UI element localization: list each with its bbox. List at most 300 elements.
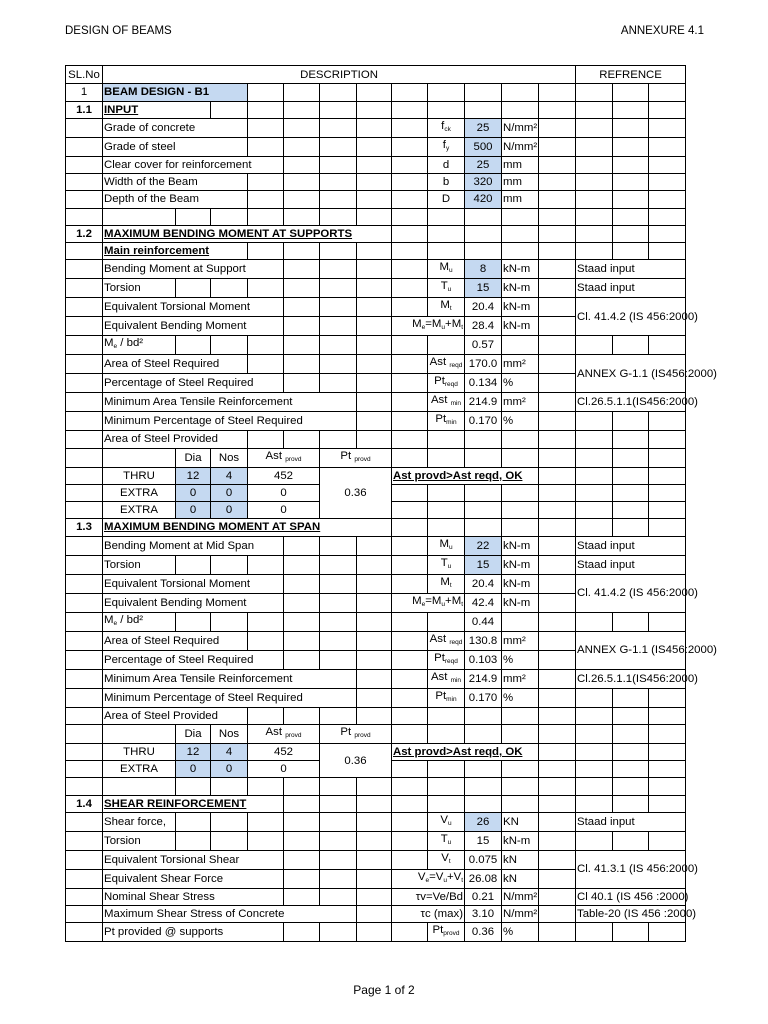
- table-cell: [465, 484, 502, 501]
- table-cell: [66, 243, 103, 260]
- symbol: [428, 260, 465, 279]
- table-cell: [248, 101, 284, 118]
- table-row: [66, 84, 686, 101]
- table-cell: [576, 761, 613, 778]
- table-cell: [211, 778, 248, 795]
- table-cell: [211, 279, 248, 298]
- symbol-text: Pt: [434, 375, 445, 388]
- table-cell: [320, 831, 357, 850]
- value: 28.4: [465, 317, 502, 336]
- table-cell: [211, 336, 248, 355]
- table-cell: [576, 137, 613, 156]
- table-cell: [66, 374, 103, 393]
- symbol: [428, 650, 465, 669]
- table-cell: [576, 208, 613, 225]
- table-row: [66, 298, 686, 317]
- subscript-text: reqd: [449, 638, 463, 646]
- table-cell: [320, 156, 357, 173]
- table-row: [66, 795, 686, 812]
- table-cell: [613, 84, 649, 101]
- table-cell: [320, 555, 357, 574]
- table-cell: [613, 118, 649, 137]
- table-cell: [66, 593, 103, 612]
- reference-note: ANNEX G-1.1 (IS456:2000): [576, 631, 686, 669]
- value: 500: [465, 137, 502, 156]
- table-cell: [248, 174, 284, 191]
- symbol-text: Ast: [265, 449, 283, 462]
- row-label: Percentage of Steel Required: [103, 374, 284, 393]
- bar-label: EXTRA: [103, 761, 176, 778]
- symbol-text: Pt: [340, 725, 352, 738]
- table-cell: [284, 536, 320, 555]
- section-number: 1.1: [66, 101, 103, 118]
- value: 214.9: [465, 669, 502, 688]
- symbol: [428, 831, 465, 850]
- table-cell: [613, 208, 649, 225]
- table-cell: [357, 174, 392, 191]
- table-cell: [320, 707, 357, 724]
- unit: %: [502, 412, 539, 431]
- table-cell: [502, 225, 539, 242]
- table-cell: [649, 101, 686, 118]
- unit: kN-m: [502, 260, 539, 279]
- table-cell: [502, 208, 539, 225]
- symbol: [428, 923, 465, 942]
- table-cell: [649, 174, 686, 191]
- symbol: [428, 688, 465, 707]
- table-cell: [465, 101, 502, 118]
- table-header-row: [66, 66, 686, 84]
- table-row: [66, 688, 686, 707]
- bar-nos: 0: [211, 502, 248, 519]
- reference-note: Cl. 41.4.2 (IS 456:2000): [576, 574, 686, 612]
- subscript-text: u: [448, 267, 453, 275]
- table-cell: [320, 84, 357, 101]
- table-cell: [576, 84, 613, 101]
- slno-header: SL.No: [66, 66, 103, 84]
- symbol-text: +M: [445, 318, 462, 331]
- symbol-text: Ast: [429, 632, 447, 645]
- reference-note: Staad input: [576, 812, 686, 831]
- symbol-text: Ast: [430, 394, 448, 407]
- table-cell: [392, 156, 428, 173]
- bar-nos: 0: [211, 484, 248, 501]
- section-number: 1.3: [66, 519, 103, 536]
- table-row: [66, 191, 686, 208]
- subscript-text: ck: [444, 125, 451, 133]
- table-row: [66, 243, 686, 260]
- section-number: 1.4: [66, 795, 103, 812]
- row-label: Grade of steel: [103, 137, 248, 156]
- value: 26.08: [465, 869, 502, 888]
- table-cell: [320, 118, 357, 137]
- table-cell: [284, 923, 320, 942]
- table-cell: [649, 707, 686, 724]
- table-cell: [66, 850, 103, 869]
- symbol-text: f: [442, 138, 446, 151]
- table-cell: [66, 448, 103, 467]
- table-cell: [539, 850, 576, 869]
- symbol-text: Pt: [340, 449, 352, 462]
- table-cell: [176, 555, 211, 574]
- unit: kN-m: [502, 555, 539, 574]
- table-cell: [392, 225, 428, 242]
- table-cell: [649, 208, 686, 225]
- value: 320: [465, 174, 502, 191]
- table-cell: [649, 225, 686, 242]
- table-cell: [392, 118, 428, 137]
- row-label: Torsion: [103, 279, 176, 298]
- table-cell: [539, 519, 576, 536]
- table-cell: [357, 631, 392, 650]
- unit: kN-m: [502, 831, 539, 850]
- table-cell: [539, 724, 576, 743]
- symbol: [428, 279, 465, 298]
- table-row: [66, 519, 686, 536]
- table-row: [66, 778, 686, 795]
- table-cell: [357, 812, 392, 831]
- symbol-text: Ast: [430, 670, 448, 683]
- table-row: [66, 467, 686, 484]
- table-cell: [284, 831, 320, 850]
- table-cell: [649, 519, 686, 536]
- subscript-text: y: [445, 144, 450, 152]
- table-cell: [392, 669, 428, 688]
- table-cell: [176, 208, 211, 225]
- table-cell: [649, 923, 686, 942]
- table-cell: [66, 650, 103, 669]
- table-cell: [539, 412, 576, 431]
- table-cell: [392, 688, 428, 707]
- table-cell: [320, 317, 357, 336]
- table-cell: [392, 707, 428, 724]
- table-cell: [66, 812, 103, 831]
- unit: KN: [502, 812, 539, 831]
- table-cell: [392, 448, 428, 467]
- bar-ast: 0: [248, 502, 320, 519]
- table-cell: [357, 137, 392, 156]
- table-cell: [465, 243, 502, 260]
- section-title: SHEAR REINFORCEMENT: [103, 795, 284, 812]
- beam-design-table: [65, 65, 717, 942]
- table-cell: [428, 84, 465, 101]
- table-cell: [357, 191, 392, 208]
- table-cell: [613, 831, 649, 850]
- reference-note: Staad input: [576, 279, 686, 298]
- unit: %: [502, 688, 539, 707]
- pt-provided-header: [320, 448, 392, 467]
- table-cell: [465, 431, 502, 448]
- table-cell: [392, 574, 428, 593]
- page-number: Page 1 of 2: [353, 983, 415, 997]
- table-cell: [392, 778, 428, 795]
- subscript-text: e: [113, 619, 118, 627]
- table-cell: [613, 191, 649, 208]
- table-cell: [320, 355, 357, 374]
- subscript-text: t: [461, 324, 463, 332]
- symbol-text: Pt: [432, 924, 444, 937]
- symbol: d: [428, 156, 465, 173]
- table-row: [66, 850, 686, 869]
- row-label: Minimum Percentage of Steel Required: [103, 412, 357, 431]
- symbol: [428, 812, 465, 831]
- table-cell: [284, 650, 320, 669]
- row-label: [103, 612, 176, 631]
- table-cell: [649, 431, 686, 448]
- table-cell: [392, 761, 428, 778]
- unit: kN-m: [502, 298, 539, 317]
- table-cell: [539, 243, 576, 260]
- subscript-text: reqd: [444, 381, 458, 389]
- table-cell: [392, 923, 428, 942]
- table-cell: [539, 84, 576, 101]
- table-cell: [392, 412, 428, 431]
- table-cell: [539, 174, 576, 191]
- table-row: [66, 118, 686, 137]
- table-cell: [66, 484, 103, 501]
- symbol: [392, 869, 465, 888]
- table-cell: [539, 225, 576, 242]
- bar-ast: 0: [248, 484, 320, 501]
- table-cell: [576, 743, 613, 760]
- table-cell: [392, 260, 428, 279]
- table-cell: [613, 336, 649, 355]
- table-cell: [357, 574, 392, 593]
- unit: kN-m: [502, 536, 539, 555]
- symbol: [428, 374, 465, 393]
- table-cell: [649, 118, 686, 137]
- row-label: Shear force,: [103, 812, 176, 831]
- table-cell: [649, 612, 686, 631]
- table-cell: [320, 137, 357, 156]
- pt-provided-value: 0.36: [320, 467, 392, 519]
- table-cell: [357, 84, 392, 101]
- subscript-text: provd: [285, 731, 302, 739]
- table-cell: [357, 156, 392, 173]
- table-cell: [248, 831, 284, 850]
- unit: mm²: [502, 669, 539, 688]
- table-cell: [248, 355, 284, 374]
- table-cell: [357, 669, 392, 688]
- table-cell: [613, 484, 649, 501]
- section-title: INPUT: [103, 101, 211, 118]
- table-cell: [613, 612, 649, 631]
- table-cell: [66, 191, 103, 208]
- table-cell: [649, 484, 686, 501]
- table-cell: [539, 336, 576, 355]
- subscript-text: u: [447, 562, 452, 570]
- table-cell: [66, 612, 103, 631]
- table-cell: [502, 336, 539, 355]
- table-cell: [613, 761, 649, 778]
- table-cell: [66, 761, 103, 778]
- annexure-label: ANNEXURE 4.1: [620, 25, 704, 37]
- bar-ast: 452: [248, 743, 320, 760]
- row-label: Pt provided @ supports: [103, 923, 284, 942]
- table-cell: [320, 260, 357, 279]
- table-cell: [576, 484, 613, 501]
- bar-dia: 12: [176, 467, 211, 484]
- table-cell: [320, 279, 357, 298]
- bar-dia: 0: [176, 484, 211, 501]
- table-cell: [613, 519, 649, 536]
- table-cell: [320, 812, 357, 831]
- table-cell: [284, 84, 320, 101]
- table-cell: [539, 137, 576, 156]
- table-cell: [539, 502, 576, 519]
- table-cell: [428, 225, 465, 242]
- table-cell: [613, 923, 649, 942]
- table-cell: [428, 519, 465, 536]
- table-cell: [66, 467, 103, 484]
- table-cell: [428, 724, 465, 743]
- table-cell: [465, 208, 502, 225]
- row-label: [103, 336, 176, 355]
- table-cell: [539, 374, 576, 393]
- row-label: Maximum Shear Stress of Concrete: [103, 906, 357, 923]
- table-cell: [392, 650, 428, 669]
- table-row: [66, 707, 686, 724]
- pt-provided-header: [320, 724, 392, 743]
- table-cell: [539, 208, 576, 225]
- symbol-text: T: [440, 832, 448, 845]
- table-cell: [465, 448, 502, 467]
- table-cell: [66, 707, 103, 724]
- table-cell: [66, 778, 103, 795]
- table-cell: [576, 707, 613, 724]
- subscript-text: t: [461, 876, 463, 884]
- table-cell: [211, 208, 248, 225]
- table-cell: [539, 906, 576, 923]
- table-cell: [66, 336, 103, 355]
- table-cell: [248, 612, 284, 631]
- table-row: [66, 631, 686, 650]
- symbol-text: T: [440, 556, 448, 569]
- bar-nos: 4: [211, 467, 248, 484]
- unit: mm: [502, 191, 539, 208]
- table-cell: [576, 191, 613, 208]
- table-cell: [465, 778, 502, 795]
- symbol-text: Ast: [429, 356, 447, 369]
- table-cell: [539, 888, 576, 905]
- table-cell: [649, 502, 686, 519]
- table-cell: [392, 393, 428, 412]
- table-cell: [211, 555, 248, 574]
- table-cell: [539, 812, 576, 831]
- table-cell: [357, 650, 392, 669]
- symbol: D: [428, 191, 465, 208]
- subscript-text: provd: [354, 455, 371, 463]
- symbol-text: / bd²: [117, 337, 144, 350]
- table-cell: [428, 336, 465, 355]
- row-label: Width of the Beam: [103, 174, 248, 191]
- table-cell: [539, 869, 576, 888]
- table-cell: [357, 536, 392, 555]
- table-cell: [392, 84, 428, 101]
- table-cell: [502, 707, 539, 724]
- subscript-text: t: [461, 600, 463, 608]
- value: 0.21: [465, 888, 502, 905]
- table-cell: [392, 298, 428, 317]
- table-cell: [320, 795, 357, 812]
- table-cell: [465, 519, 502, 536]
- value: 0.36: [465, 923, 502, 942]
- row-label: Minimum Area Tensile Reinforcement: [103, 669, 357, 688]
- table-cell: [428, 431, 465, 448]
- table-cell: [248, 778, 284, 795]
- table-cell: [284, 336, 320, 355]
- table-cell: [576, 174, 613, 191]
- symbol: [428, 669, 465, 688]
- symbol: [428, 355, 465, 374]
- reference-note: Cl 40.1 (IS 456 :2000): [576, 888, 686, 905]
- unit: %: [502, 650, 539, 669]
- table-cell: [284, 355, 320, 374]
- value: 22: [465, 536, 502, 555]
- table-cell: [539, 688, 576, 707]
- table-row: [66, 536, 686, 555]
- table-cell: [539, 631, 576, 650]
- table-cell: [176, 612, 211, 631]
- table-cell: [576, 831, 613, 850]
- table-cell: [428, 243, 465, 260]
- table-cell: [357, 707, 392, 724]
- symbol: [428, 574, 465, 593]
- table-cell: [357, 279, 392, 298]
- symbol: [428, 393, 465, 412]
- table-cell: [465, 84, 502, 101]
- table-cell: [649, 137, 686, 156]
- symbol-text: Pt: [435, 689, 447, 702]
- table-cell: [613, 243, 649, 260]
- reference-header: REFRENCE: [576, 66, 686, 84]
- table-cell: [320, 298, 357, 317]
- table-cell: [66, 574, 103, 593]
- table-cell: [211, 831, 248, 850]
- table-cell: [502, 612, 539, 631]
- symbol-text: Pt: [435, 413, 447, 426]
- value: 0.57: [465, 336, 502, 355]
- symbol-text: T: [440, 280, 448, 293]
- section-title: MAXIMUM BENDING MOMENT AT SPAN: [103, 519, 392, 536]
- table-cell: [357, 374, 392, 393]
- table-cell: [357, 412, 392, 431]
- table-cell: [428, 612, 465, 631]
- table-cell: [539, 761, 576, 778]
- table-cell: [539, 484, 576, 501]
- table-cell: [284, 208, 320, 225]
- subscript-text: min: [446, 695, 457, 703]
- value: 15: [465, 831, 502, 850]
- table-cell: [66, 279, 103, 298]
- reference-note: ANNEX G-1.1 (IS456:2000): [576, 355, 686, 393]
- reference-note: Staad input: [576, 555, 686, 574]
- table-cell: [539, 707, 576, 724]
- table-cell: [284, 260, 320, 279]
- dia-header: Dia: [176, 448, 211, 467]
- check-status: Ast provd>Ast reqd, OK: [392, 467, 539, 484]
- table-cell: [392, 484, 428, 501]
- unit: N/mm²: [502, 906, 539, 923]
- symbol: τv=Ve/Bd: [392, 888, 465, 905]
- table-cell: [103, 724, 176, 743]
- table-cell: [248, 431, 284, 448]
- bar-label: THRU: [103, 467, 176, 484]
- table-cell: [428, 502, 465, 519]
- table-cell: [539, 593, 576, 612]
- symbol-text: M: [439, 261, 449, 274]
- table-cell: [576, 225, 613, 242]
